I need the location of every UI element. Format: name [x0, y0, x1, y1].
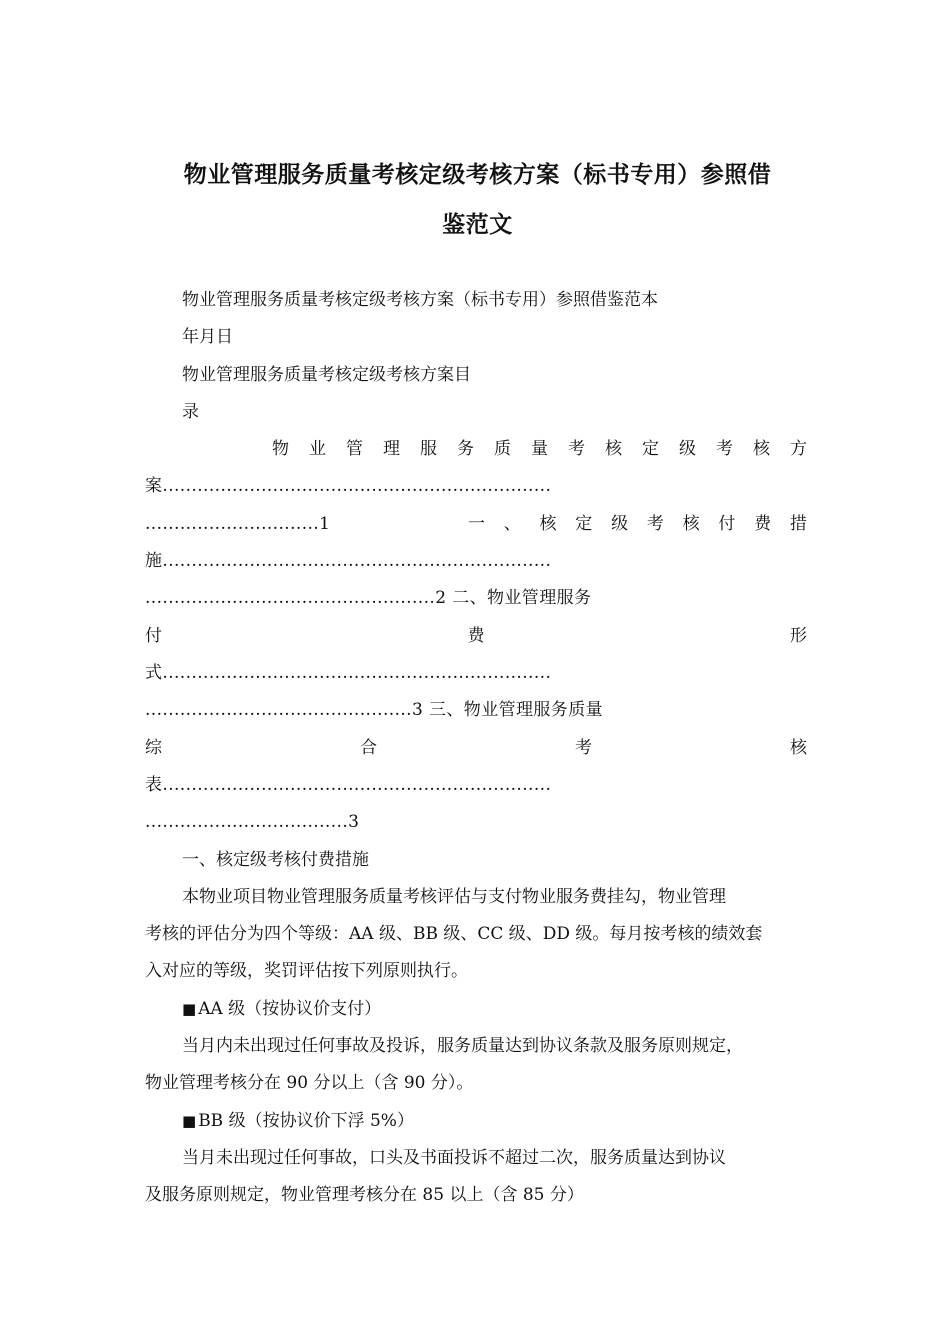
paragraph-line: 物业管理考核分在 90 分以上（含 90 分）。: [145, 1073, 474, 1093]
bb-grade-heading: ■ BB 级（按协议价下浮 5%）: [182, 1111, 414, 1131]
toc-entry-2-page: ..................................................2 二、物业管理服务: [145, 588, 592, 608]
toc-entry-1-title: 物 业 管 理 服 务 质 量 考 核 定 级 考 核 方: [272, 439, 807, 459]
toc-entry-2-leader: 施...................................................................: [145, 551, 552, 571]
paragraph-line: 当月内未出现过任何事故及投诉，服务质量达到协议条款及服务原则规定，: [182, 1036, 743, 1056]
toc-entry-4-title: 综 合 考 核: [145, 738, 807, 758]
paragraph-line: 当月未出现过任何事故，口头及书面投诉不超过二次，服务质量达到协议: [182, 1148, 726, 1168]
square-bullet-icon: ■: [182, 1112, 197, 1130]
toc-entry-1-page: ..............................1: [145, 514, 331, 534]
toc-heading: 物业管理服务质量考核定级考核方案目: [182, 365, 471, 385]
toc-entry-2-title: 一 、 核 定 级 考 核 付 费 措: [468, 514, 807, 534]
paragraph-line: 入对应的等级，奖罚评估按下列原则执行。: [145, 961, 468, 981]
section-heading: 一、核定级考核付费措施: [182, 850, 369, 870]
square-bullet-icon: ■: [182, 1000, 197, 1018]
aa-grade-heading: ■ AA 级（按协议价支付）: [182, 999, 382, 1019]
paragraph-line: 考核的评估分为四个等级：AA 级、BB 级、CC 级、DD 级。每月按考核的绩效套: [145, 924, 763, 944]
toc-entry-4-page: ...................................3: [145, 812, 360, 832]
toc-entry-3-title: 付 费 形: [145, 626, 807, 646]
document-title-line-1: 物业管理服务质量考核定级考核方案（标书专用）参照借: [183, 162, 772, 188]
toc-entry-3-page: ..............................................3 三、物业管理服务质量: [145, 700, 603, 720]
document-title-line-2: 鉴范文: [442, 212, 513, 238]
toc-entry-3-leader: 式...................................................................: [145, 663, 552, 683]
intro-line: 物业管理服务质量考核定级考核方案（标书专用）参照借鉴范本: [182, 290, 658, 310]
toc-heading-continued: 录: [182, 402, 199, 422]
toc-entry-4-leader: 表...................................................................: [145, 775, 552, 795]
toc-entry-1-leader: 案...................................................................: [145, 476, 552, 496]
paragraph-line: 及服务原则规定，物业管理考核分在 85 以上（含 85 分）: [145, 1185, 584, 1205]
date-line: 年月日: [182, 327, 233, 347]
paragraph-line: 本物业项目物业管理服务质量考核评估与支付物业服务费挂勾，物业管理: [182, 887, 726, 907]
